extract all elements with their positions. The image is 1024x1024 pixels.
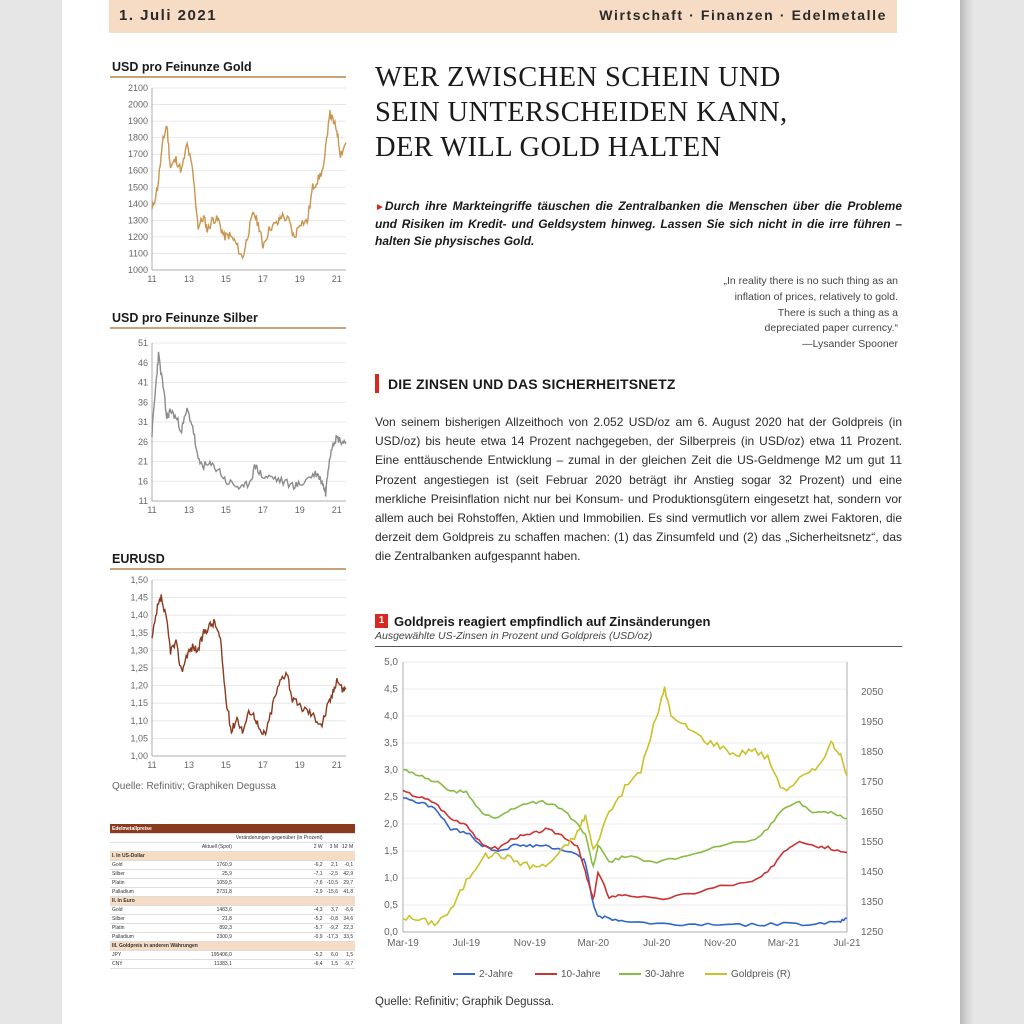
table-cell bbox=[110, 843, 200, 852]
y-left-tick-label: 0,0 bbox=[384, 927, 398, 938]
y-tick-label: 1,05 bbox=[130, 733, 148, 744]
y-tick-label: 1100 bbox=[128, 248, 148, 259]
table-cell bbox=[340, 942, 355, 951]
y-tick-label: 31 bbox=[137, 417, 148, 427]
table-cell bbox=[340, 852, 355, 861]
x-tick-label: Nov-19 bbox=[513, 938, 546, 949]
x-tick-label: 15 bbox=[220, 274, 231, 284]
y-right-tick-label: 1850 bbox=[861, 747, 884, 758]
lead-text: Durch ihre Markteingriffe täuschen die Zentralbanken die Menschen über die Probleme und Risiken im Kredit- und Geldsystem hinweg. Lassen Sie sich nicht in die irre führen – halten Sie physisches Gold. bbox=[375, 199, 902, 248]
table-cell: -15,6 bbox=[326, 889, 338, 895]
header-band bbox=[109, 0, 897, 33]
y-left-tick-label: 2,0 bbox=[384, 819, 398, 830]
table-cell: -6,6 bbox=[340, 906, 355, 915]
table-cell: I. In US-Dollar bbox=[110, 852, 200, 861]
table-group-row bbox=[110, 852, 355, 861]
table-cell: 41,8 bbox=[340, 888, 355, 897]
table-cell: 1059,5 bbox=[200, 879, 234, 888]
table-cell: 11383,1 bbox=[200, 960, 234, 969]
x-tick-label: 21 bbox=[331, 274, 342, 284]
x-tick-label: 19 bbox=[294, 274, 305, 284]
quote-line: There is such a thing as a bbox=[777, 306, 898, 319]
table-cell: -7,1 bbox=[234, 870, 325, 879]
quote-line: depreciated paper currency.“ bbox=[764, 322, 898, 335]
metal-price-table bbox=[110, 824, 355, 969]
y-tick-label: 46 bbox=[137, 357, 148, 368]
y-tick-label: 26 bbox=[137, 436, 148, 447]
table-row bbox=[110, 879, 355, 888]
table-cell bbox=[200, 942, 234, 951]
x-tick-label: 17 bbox=[257, 274, 268, 284]
y-left-tick-label: 1,0 bbox=[384, 873, 398, 884]
y-left-tick-label: 3,0 bbox=[384, 765, 398, 776]
y-tick-label: 1800 bbox=[127, 132, 148, 143]
table-row bbox=[110, 924, 355, 933]
table-cell: CNY bbox=[110, 960, 200, 969]
table-group-row bbox=[110, 897, 355, 906]
headline-line: WER ZWISCHEN SCHEIN UND bbox=[375, 62, 781, 93]
table-cell bbox=[340, 897, 355, 906]
x-tick-label: 19 bbox=[294, 760, 305, 770]
x-tick-label: 19 bbox=[294, 505, 305, 515]
rates-gold-chart bbox=[375, 652, 925, 987]
figure-number: 1 bbox=[375, 614, 388, 628]
x-tick-label: 13 bbox=[183, 274, 194, 284]
x-tick-label: 13 bbox=[183, 505, 194, 515]
table-cell: Palladium bbox=[110, 888, 200, 897]
y-left-tick-label: 1,5 bbox=[384, 846, 398, 857]
table-cell: -2,5 bbox=[325, 870, 340, 879]
table-cell bbox=[325, 942, 340, 951]
table-cell bbox=[340, 834, 355, 843]
table-cell: 29,7 bbox=[340, 879, 355, 888]
legend-label: 10-Jahre bbox=[561, 969, 601, 980]
y-right-tick-label: 1550 bbox=[861, 837, 884, 848]
quote-line: „In reality there is no such thing as an bbox=[723, 275, 898, 287]
legend-label: 30-Jahre bbox=[645, 969, 685, 980]
y-left-tick-label: 4,5 bbox=[384, 684, 398, 695]
legend-label: 2-Jahre bbox=[479, 969, 513, 980]
x-tick-label: Jul-19 bbox=[452, 938, 481, 949]
table-cell bbox=[340, 824, 355, 834]
issue-date: 1. Juli 2021 bbox=[119, 7, 218, 24]
figure-rule bbox=[375, 646, 902, 647]
y-left-tick-label: 5,0 bbox=[384, 657, 398, 668]
series-line bbox=[152, 352, 346, 497]
y-tick-label: 1,40 bbox=[130, 610, 148, 621]
table-cell: 3 M bbox=[325, 843, 340, 852]
figure-source: Quelle: Refinitiv; Graphik Degussa. bbox=[375, 996, 554, 1008]
legend-label: Goldpreis (R) bbox=[731, 969, 791, 980]
x-tick-label: Mar-19 bbox=[387, 938, 419, 949]
table-cell: 2300,9 bbox=[200, 933, 234, 942]
sidebar-source: Quelle: Refinitiv; Graphiken Degussa bbox=[112, 781, 276, 792]
table-cell: 22,3 bbox=[340, 924, 355, 933]
table-cell: 195406,0 bbox=[200, 951, 234, 960]
table-group-row bbox=[110, 942, 355, 951]
table-cell: III. Goldpreis in anderen Währungen bbox=[112, 943, 198, 949]
x-tick-label: Jul-20 bbox=[643, 938, 671, 949]
y-tick-label: 21 bbox=[137, 456, 148, 467]
y-tick-label: 1500 bbox=[127, 182, 148, 193]
table-cell: Aktuell (Spot) bbox=[201, 844, 232, 850]
y-tick-label: 1700 bbox=[127, 149, 148, 160]
table-cell: -9,7 bbox=[340, 960, 355, 969]
x-tick-label: 11 bbox=[147, 274, 157, 284]
table-row bbox=[110, 915, 355, 924]
x-tick-label: 21 bbox=[331, 760, 342, 770]
x-tick-label: Mar-21 bbox=[767, 938, 800, 949]
table-cell: Silber bbox=[110, 915, 200, 924]
eurusd-chart bbox=[110, 572, 350, 778]
table-row bbox=[110, 951, 355, 960]
table-cell: -4,3 bbox=[234, 906, 325, 915]
table-cell: 2,1 bbox=[325, 861, 340, 870]
silver-price-chart bbox=[110, 333, 350, 525]
table-row bbox=[110, 888, 355, 897]
gold-chart-rule bbox=[110, 76, 346, 78]
lead-marker-icon: ► bbox=[375, 202, 385, 213]
table-header-row bbox=[110, 824, 355, 834]
headline-line: DER WILL GOLD HALTEN bbox=[375, 132, 722, 164]
table-row bbox=[110, 870, 355, 879]
table-cell bbox=[200, 852, 234, 861]
gold-price-chart bbox=[110, 80, 350, 292]
y-tick-label: 36 bbox=[137, 397, 148, 408]
table-cell: JPY bbox=[110, 951, 200, 960]
table-cell: 892,3 bbox=[200, 924, 234, 933]
quote-author: —Lysander Spooner bbox=[802, 338, 898, 350]
y-right-tick-label: 1350 bbox=[861, 897, 884, 908]
x-tick-label: 15 bbox=[220, 760, 231, 770]
table-cell: Platin bbox=[110, 879, 200, 888]
y-right-tick-label: 1750 bbox=[861, 777, 884, 788]
y-tick-label: 1,50 bbox=[130, 575, 148, 585]
y-tick-label: 2000 bbox=[127, 99, 148, 110]
table-row bbox=[110, 861, 355, 870]
y-left-tick-label: 3,5 bbox=[384, 738, 398, 749]
table-cell bbox=[234, 897, 325, 906]
table-cell: -17,3 bbox=[326, 934, 338, 940]
table-cell bbox=[325, 824, 340, 834]
y-tick-label: 1,35 bbox=[130, 627, 148, 638]
table-cell: 25,9 bbox=[200, 870, 234, 879]
table-cell bbox=[200, 834, 234, 843]
y-right-tick-label: 1250 bbox=[861, 927, 884, 938]
table-cell: Silber bbox=[110, 870, 200, 879]
table-cell: II. In Euro bbox=[110, 897, 200, 906]
series-line bbox=[403, 790, 847, 899]
table-cell: 2 W bbox=[234, 843, 325, 852]
headline-line: SEIN UNTERSCHEIDEN KANN, bbox=[375, 97, 788, 129]
x-tick-label: Jul-21 bbox=[833, 938, 861, 949]
table-cell: Veränderungen gegenüber (in Prozent) bbox=[235, 835, 323, 841]
y-tick-label: 1000 bbox=[127, 265, 148, 275]
table-cell: -9,2 bbox=[325, 924, 340, 933]
page-shadow bbox=[960, 0, 974, 1024]
table-cell: Gold bbox=[110, 861, 200, 870]
table-cell: -5,7 bbox=[234, 924, 325, 933]
table-cell bbox=[325, 897, 340, 906]
y-tick-label: 41 bbox=[137, 377, 148, 388]
table-cell: -6,2 bbox=[234, 861, 325, 870]
y-right-tick-label: 1450 bbox=[861, 867, 884, 878]
table-cell: 21,8 bbox=[200, 915, 234, 924]
table-cell: 1483,6 bbox=[200, 906, 234, 915]
y-tick-label: 11 bbox=[138, 496, 148, 506]
series-line bbox=[403, 798, 847, 926]
quote-line: inflation of prices, relatively to gold. bbox=[734, 290, 898, 303]
x-tick-label: 11 bbox=[147, 505, 157, 515]
x-tick-label: 11 bbox=[147, 760, 157, 770]
table-cell: 1,5 bbox=[340, 951, 355, 960]
table-cell bbox=[200, 897, 234, 906]
silver-chart-title: USD pro Feinunze Silber bbox=[112, 311, 258, 325]
table-cell: 1,5 bbox=[325, 960, 340, 969]
quote-block bbox=[638, 274, 898, 353]
table-cell: 12 M bbox=[342, 844, 354, 850]
table-cell bbox=[325, 834, 340, 843]
table-cell: -5,2 bbox=[234, 915, 325, 924]
table-cell: 3,7 bbox=[325, 906, 340, 915]
table-row bbox=[110, 933, 355, 942]
document-page bbox=[62, 0, 960, 1024]
y-tick-label: 1,25 bbox=[130, 663, 148, 673]
x-tick-label: 15 bbox=[220, 505, 231, 515]
y-tick-label: 1200 bbox=[127, 231, 148, 242]
y-tick-label: 1,30 bbox=[130, 645, 148, 656]
y-tick-label: 1,20 bbox=[130, 680, 148, 691]
lead-paragraph bbox=[375, 198, 902, 250]
table-cell bbox=[234, 852, 325, 861]
section-label: Wirtschaft · Finanzen · Edelmetalle bbox=[599, 7, 887, 23]
y-tick-label: 1,45 bbox=[130, 592, 148, 603]
table-cell bbox=[110, 834, 200, 843]
y-tick-label: 1400 bbox=[127, 198, 148, 209]
table-cell: 6,0 bbox=[325, 951, 340, 960]
series-line bbox=[152, 110, 346, 258]
x-tick-label: Nov-20 bbox=[704, 938, 737, 949]
table-row bbox=[110, 960, 355, 969]
y-tick-label: 1900 bbox=[127, 116, 148, 127]
y-left-tick-label: 0,5 bbox=[384, 900, 398, 911]
table-cell: Palladium bbox=[110, 933, 200, 942]
section-heading-bar bbox=[375, 374, 379, 393]
table-cell: -2,9 bbox=[234, 888, 325, 897]
table-row bbox=[110, 906, 355, 915]
y-right-tick-label: 2050 bbox=[861, 687, 884, 698]
table-cell: Edelmetallpreise bbox=[110, 824, 200, 834]
section-heading-text: DIE ZINSEN UND DAS SICHERHEITSNETZ bbox=[388, 376, 676, 392]
y-tick-label: 1600 bbox=[127, 165, 148, 176]
table-cell: -0,8 bbox=[325, 915, 340, 924]
table-cell bbox=[325, 852, 340, 861]
table-cell: 2731,8 bbox=[200, 888, 234, 897]
x-tick-label: 13 bbox=[183, 760, 194, 770]
eurusd-chart-rule bbox=[110, 568, 346, 570]
table-cell: -0,9 bbox=[234, 933, 325, 942]
headline bbox=[375, 60, 915, 165]
y-right-tick-label: 1650 bbox=[861, 807, 884, 818]
x-tick-label: 21 bbox=[331, 505, 342, 515]
table-columns-row bbox=[110, 843, 355, 852]
table-cell: -6,4 bbox=[234, 960, 325, 969]
y-tick-label: 1,15 bbox=[130, 698, 148, 709]
table-cell: 33,5 bbox=[340, 933, 355, 942]
y-left-tick-label: 4,0 bbox=[384, 711, 398, 722]
y-tick-label: 1300 bbox=[127, 215, 148, 226]
x-tick-label: 17 bbox=[257, 760, 268, 770]
body-paragraph: Von seinem bisherigen Allzeithoch von 2.052 USD/oz am 6. August 2020 hat der Goldpreis (in USD/oz) bis heute etwa 14 Prozent nachgegeben, der Silberpreis (in USD/oz) etwa 11 Prozent. Eine enttäuschende Entwicklung – zumal in der gleichen Zeit die US-Geldmenge M2 um gut 11 Prozent angestiegen ist (seit Februar 2020 beträgt ihr Anstieg sogar 32 Prozent) und eine merkliche Preisinflation nicht nur bei Konsum- und Produktionsgütern eingesetzt hat, sondern vor allem auch bei Rohstoffen, Aktien und Immobilien. Es sind vermutlich vor allem zwei Faktoren, die derzeit dem Goldpreis zu schaffen machen: (1) das Zinsumfeld und (2) das „Sicherheitsnetz“, das die Zentralbanken aufgespannt haben. bbox=[375, 415, 902, 564]
eurusd-chart-title: EURUSD bbox=[112, 552, 165, 566]
table-cell: Gold bbox=[110, 906, 200, 915]
table-note-row bbox=[110, 834, 355, 843]
y-right-tick-label: 1950 bbox=[861, 717, 884, 728]
y-tick-label: 1,00 bbox=[130, 751, 148, 761]
table-cell: -7,6 bbox=[234, 879, 325, 888]
table-cell: 42,9 bbox=[340, 870, 355, 879]
table-cell: 34,6 bbox=[340, 915, 355, 924]
gold-chart-title: USD pro Feinunze Gold bbox=[112, 60, 252, 74]
table-cell: -10,5 bbox=[326, 880, 338, 886]
table-cell: -5,2 bbox=[234, 951, 325, 960]
y-tick-label: 2100 bbox=[127, 83, 148, 93]
table-cell: Platin bbox=[110, 924, 200, 933]
y-tick-label: 16 bbox=[137, 476, 148, 487]
y-left-tick-label: 2,5 bbox=[384, 792, 398, 803]
table-cell: -0,1 bbox=[340, 861, 355, 870]
table-cell bbox=[234, 942, 325, 951]
figure-subtitle: Ausgewählte US-Zinsen in Prozent und Goldpreis (USD/oz) bbox=[375, 630, 653, 642]
silver-chart-rule bbox=[110, 327, 346, 329]
table-cell bbox=[234, 824, 325, 834]
x-tick-label: Mar-20 bbox=[577, 938, 610, 949]
y-tick-label: 51 bbox=[137, 338, 148, 348]
x-tick-label: 17 bbox=[257, 505, 268, 515]
table-cell: 1760,9 bbox=[200, 861, 234, 870]
y-tick-label: 1,10 bbox=[130, 715, 148, 726]
series-line bbox=[403, 687, 847, 926]
table-cell bbox=[200, 824, 234, 834]
figure-title: Goldpreis reagiert empfindlich auf Zinsänderungen bbox=[394, 614, 711, 629]
